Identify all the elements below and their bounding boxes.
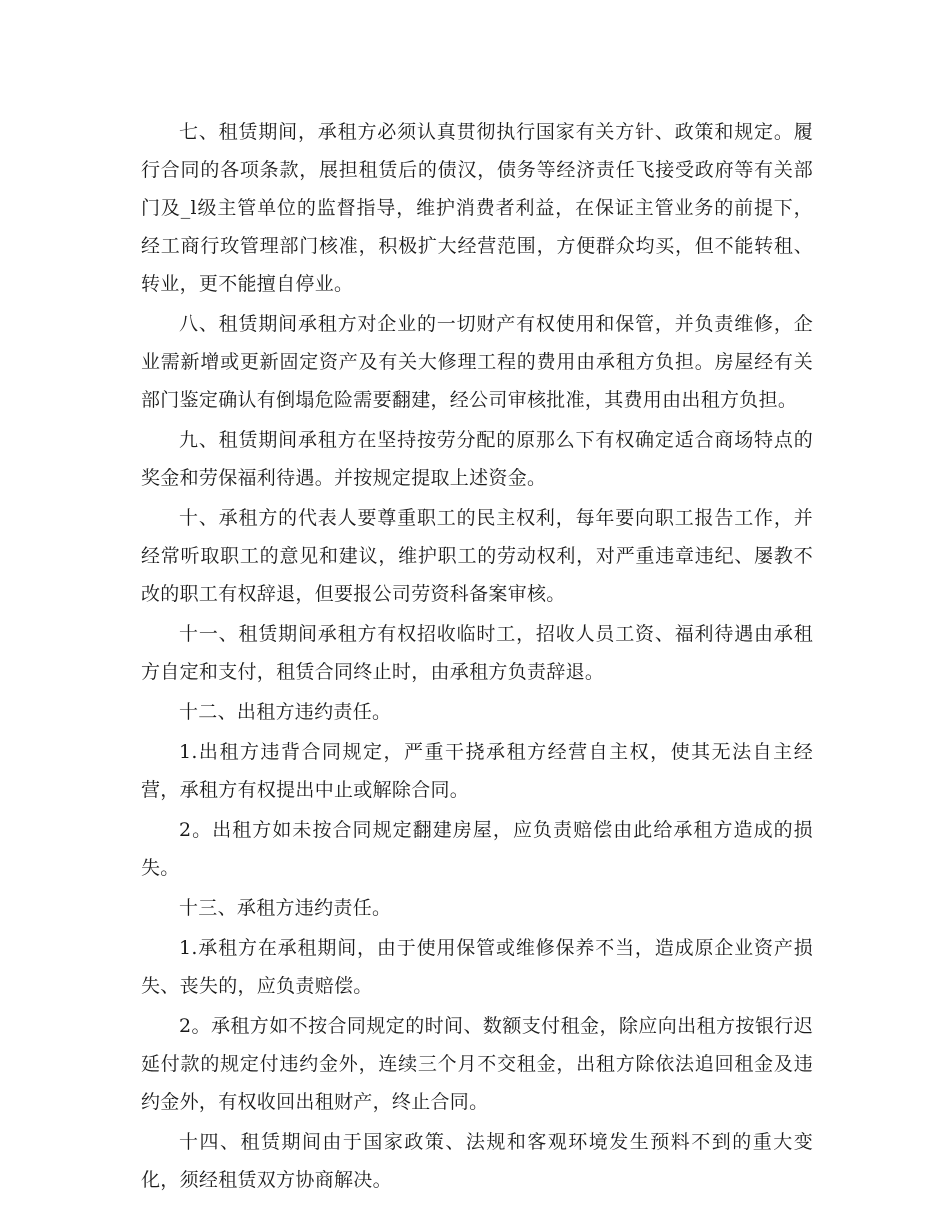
paragraph-article-13-item-1: 1.承租方在承租期间，由于使用保管或维修保养不当，造成原企业资产损失、丧失的，应负责赔偿。 bbox=[141, 937, 813, 997]
paragraph-article-7: 七、租赁期间，承租方必须认真贯彻执行国家有关方针、政策和规定。履行合同的各项条款，展担租赁后的债汉，债务等经济责任飞接受政府等有关部门及_l级主管单位的监督指导，维护消费者利益，在保证主管业务的前提下，经工商行玫管理部门核准，积极扩大经营范围，方便群众均买，但不能转租、转业，更不能擅自停业。 bbox=[141, 121, 813, 295]
paragraph-article-11: 十一、租赁期间承租方有权招收临时工，招收人员工资、福利待遇由承租方自定和支付，租赁合同终止时，由承租方负责辞退。 bbox=[141, 623, 813, 683]
paragraph-article-9: 九、租赁期间承租方在坚持按劳分配的原那么下有权确定适合商场特点的奖金和劳保福利待遇。并按规定提取上述资金。 bbox=[141, 429, 813, 489]
paragraph-article-14: 十四、租赁期间由于国家政策、法规和客观环境发生预料不到的重大变化，须经租赁双方协商解决。 bbox=[141, 1131, 813, 1191]
paragraph-article-12-heading: 十二、出租方违约责任。 bbox=[179, 701, 392, 723]
document-body bbox=[141, 113, 813, 1201]
paragraph-article-10: 十、承租方的代表人要尊重职工的民主权利，每年要向职工报告工作，并经常听取职工的意见和建议，维护职工的劳动权利，对严重违章违纪、屡教不改的职工有权辞退，但要报公司劳资科备案审核。 bbox=[141, 507, 813, 605]
paragraph-article-13-item-2: 2。承租方如不按合同规定的时间、数额支付租金，除应向出租方按银行迟延付款的规定付违约金外，连续三个月不交租金，出租方除依法追回租金及违约金外，有权收回出租财产，终止合同。 bbox=[141, 1015, 813, 1113]
paragraph-article-13-heading: 十三、承租方违约责任。 bbox=[179, 897, 392, 919]
paragraph-article-12-item-2: 2。出租方如未按合同规定翻建房屋，应负责赔偿由此给承租方造成的损失。 bbox=[141, 819, 813, 879]
paragraph-article-12-item-1: 1.出租方违背合同规定，严重干挠承租方经营自主权，使其无法自主经营，承租方有权提出中止或解除合同。 bbox=[141, 741, 813, 801]
paragraph-article-8: 八、租赁期间承租方对企业的一切财产有权使用和保管，并负责维修，企业需新增或更新固定资产及有关大修理工程的费用由承租方负担。房屋经有关部门鉴定确认有倒塌危险需要翻建，经公司审核批准，其费用由出租方负担。 bbox=[141, 313, 813, 411]
